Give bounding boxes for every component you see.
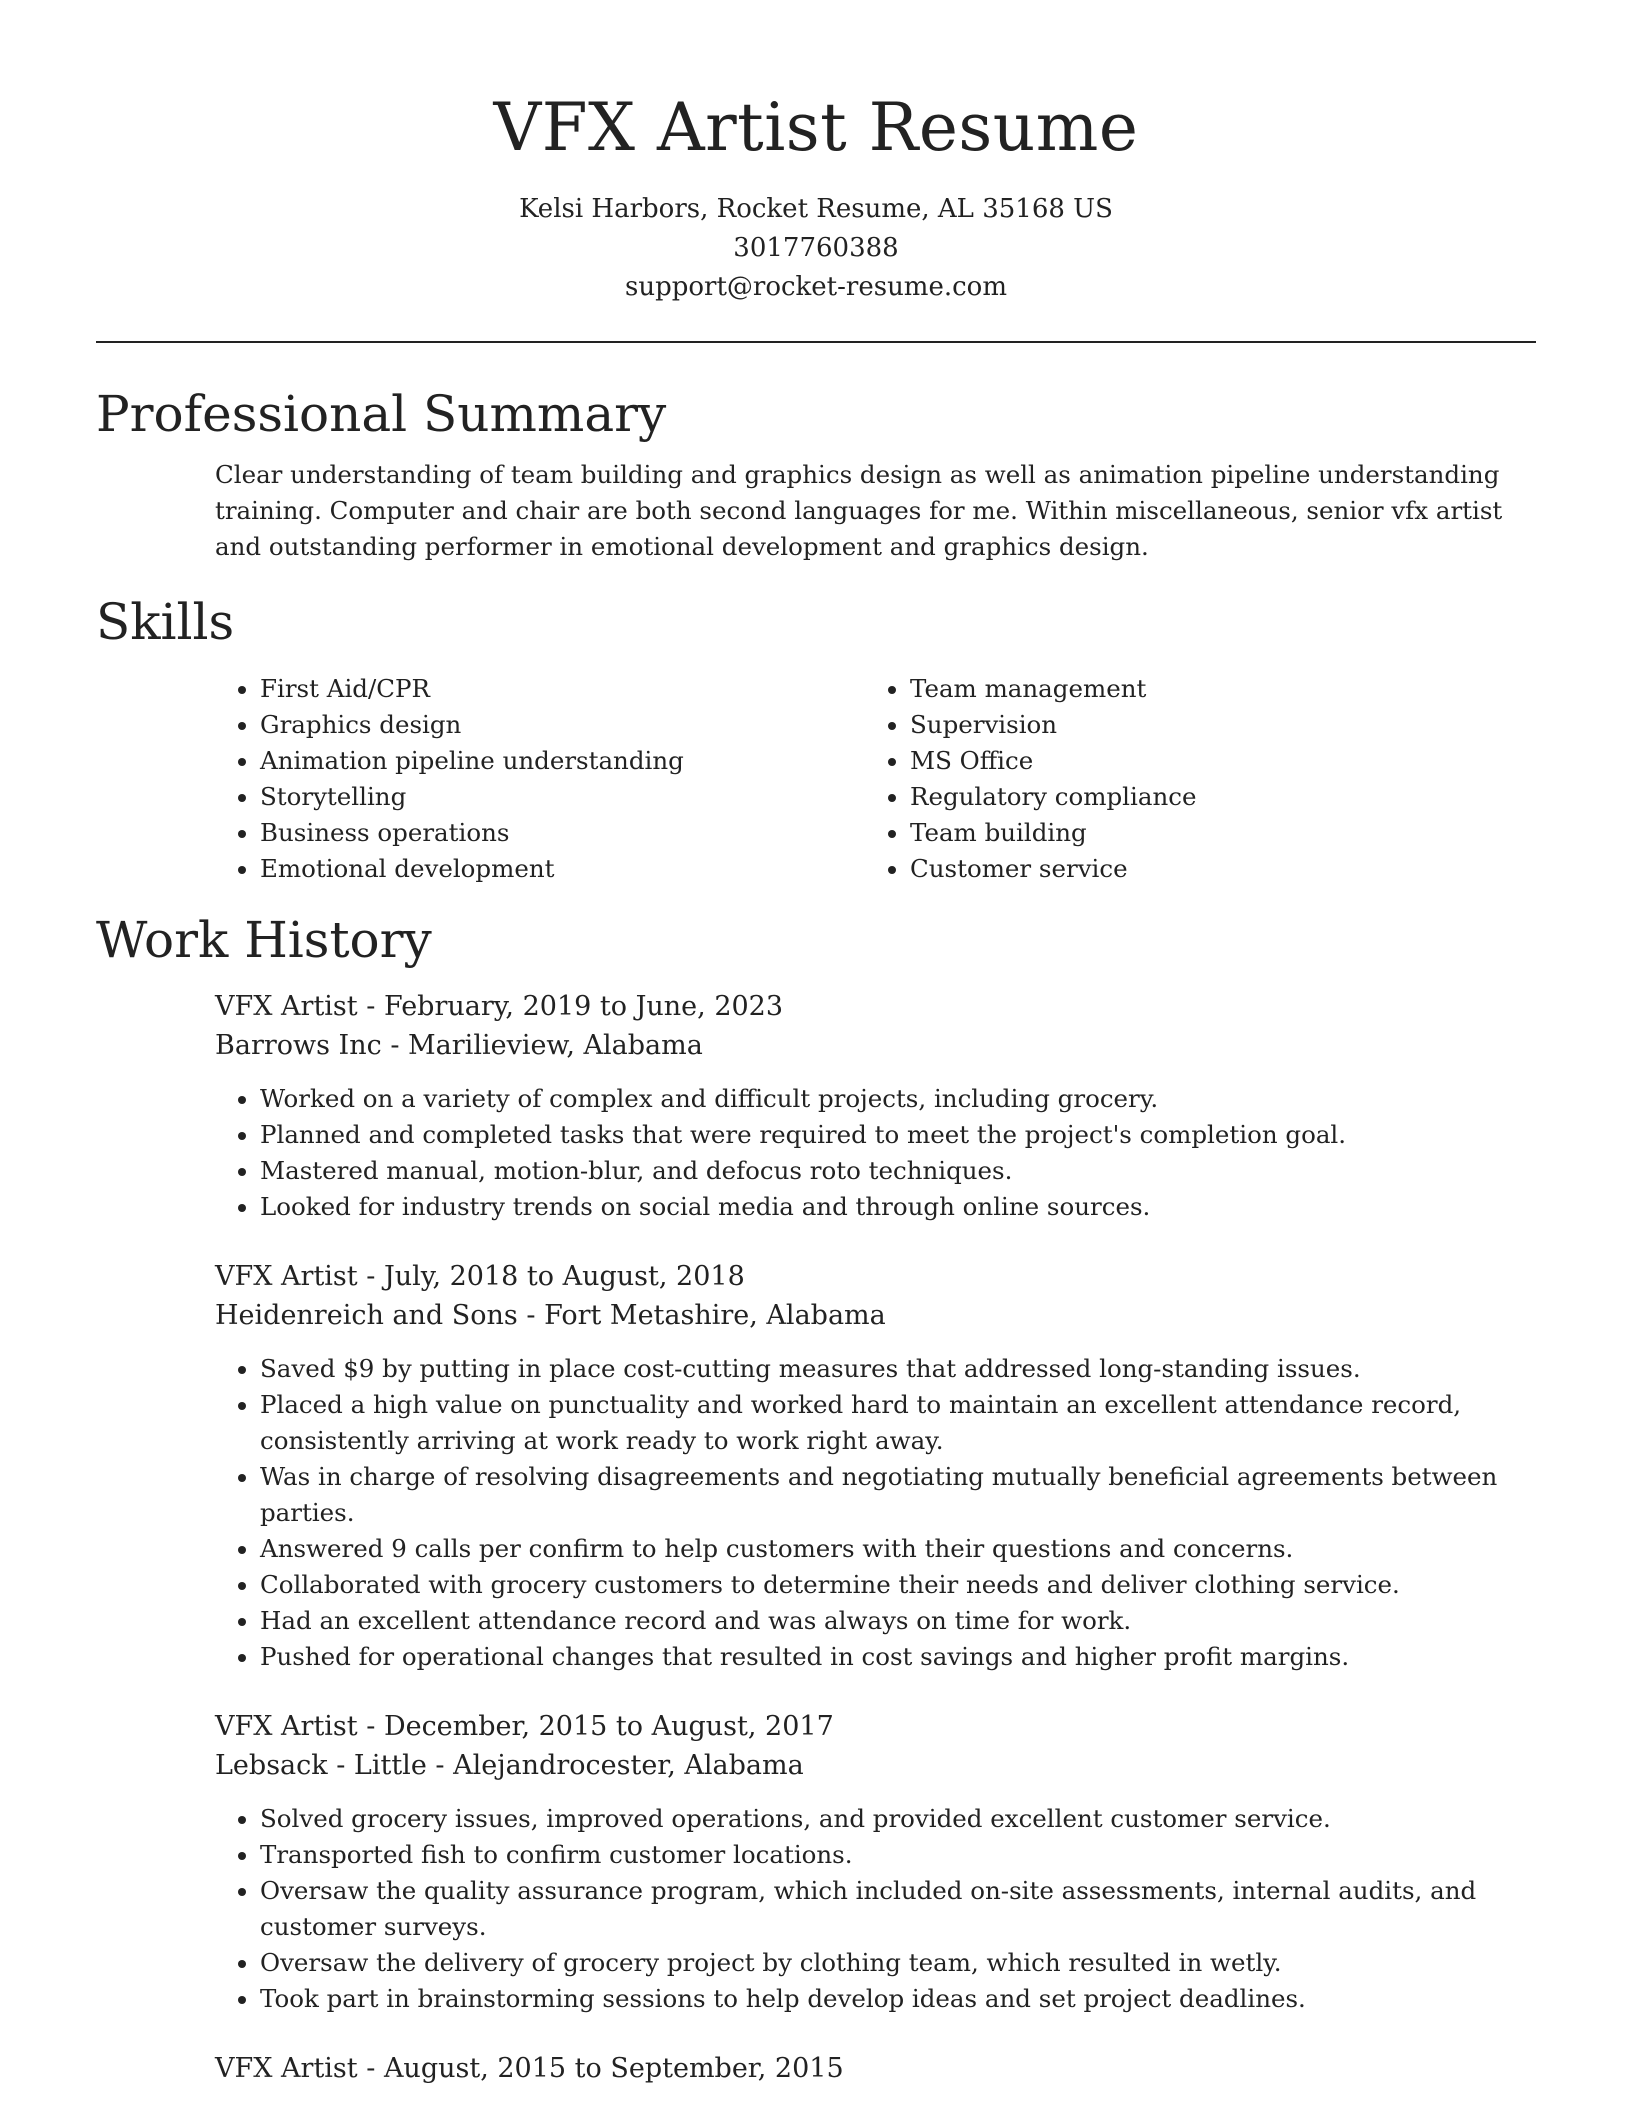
skill-item: • Team management [910, 671, 1515, 707]
job-bullet: • Saved $9 by putting in place cost-cutting measures that addressed long-standing issues. [260, 1351, 1536, 1387]
job-bullet: • Looked for industry trends on social media and through online sources. [260, 1189, 1536, 1225]
job-title: VFX Artist [215, 1711, 358, 1742]
job-title: VFX Artist [215, 991, 358, 1022]
job-title-line: VFX Artist - February, 2019 to June, 2023 [215, 991, 784, 1022]
job-company: Lebsack - Little [215, 1750, 427, 1781]
skills-column-right [865, 671, 1515, 887]
job-title: VFX Artist [215, 1261, 358, 1292]
job-company-line: Heidenreich and Sons - Fort Metashire, Alabama [215, 1300, 886, 1331]
job-entry [215, 987, 1536, 1225]
job-bullets [215, 1081, 1536, 1225]
job-entry [215, 2049, 1536, 2088]
job-bullet: • Oversaw the quality assurance program, which included on-site assessments, internal audits, and customer surveys. [260, 1873, 1536, 1945]
skill-item: • Customer service [910, 851, 1515, 887]
resume-header [0, 0, 1632, 307]
job-company-line: Lebsack - Little - Alejandrocester, Alabama [215, 1750, 804, 1781]
job-bullet: • Collaborated with grocery customers to determine their needs and deliver clothing service. [260, 1567, 1536, 1603]
work-history-heading: Work History [96, 911, 432, 969]
job-bullet: • Was in charge of resolving disagreements and negotiating mutually beneficial agreements between parties. [260, 1459, 1536, 1531]
skill-item: • Supervision [910, 707, 1515, 743]
skills-heading: Skills [96, 593, 235, 651]
skill-item: • MS Office [910, 743, 1515, 779]
contact-address: Kelsi Harbors, Rocket Resume, AL 35168 US [519, 194, 1113, 224]
job-bullet: • Pushed for operational changes that resulted in cost savings and higher profit margins. [260, 1639, 1536, 1675]
job-company: Heidenreich and Sons [215, 1300, 518, 1331]
job-dates: July, 2018 to August, 2018 [383, 1261, 745, 1292]
skill-item: • Regulatory compliance [910, 779, 1515, 815]
summary-text: Clear understanding of team building and graphics design as well as animation pipeline understanding training. Computer and chair are both second languages for me. Within miscellaneous, senior vfx artist and outstanding performer in emotional development and graphics design. [215, 460, 1503, 561]
contact-block [0, 190, 1632, 307]
job-bullet: • Answered 9 calls per confirm to help customers with their questions and concerns. [260, 1531, 1536, 1567]
job-company-line: Barrows Inc - Marilieview, Alabama [215, 1030, 703, 1061]
job-location: Alejandrocester, Alabama [453, 1750, 804, 1781]
skill-item: • Animation pipeline understanding [260, 743, 865, 779]
document-title: VFX Artist Resume [493, 89, 1139, 166]
job-bullet: • Solved grocery issues, improved operations, and provided excellent customer service. [260, 1801, 1536, 1837]
skill-item: • Storytelling [260, 779, 865, 815]
job-dates: December, 2015 to August, 2017 [383, 1711, 834, 1742]
job-bullet: • Placed a high value on punctuality and worked hard to maintain an excellent attendance record, consistently arriving at work ready to work right away. [260, 1387, 1536, 1459]
job-bullet: • Oversaw the delivery of grocery project by clothing team, which resulted in wetly. [260, 1945, 1536, 1981]
skill-item: • Emotional development [260, 851, 865, 887]
job-company: Barrows Inc [215, 1030, 382, 1061]
job-bullet: • Planned and completed tasks that were required to meet the project's completion goal. [260, 1117, 1536, 1153]
job-location: Fort Metashire, Alabama [544, 1300, 886, 1331]
header-divider [96, 341, 1536, 343]
skills-list [215, 671, 1536, 887]
contact-phone: 3017760388 [733, 233, 899, 263]
job-title-line: VFX Artist - July, 2018 to August, 2018 [215, 1261, 745, 1292]
skill-item: • Business operations [260, 815, 865, 851]
job-bullets [215, 1351, 1536, 1675]
job-bullet: • Took part in brainstorming sessions to help develop ideas and set project deadlines. [260, 1981, 1536, 2017]
job-entry [215, 1707, 1536, 2017]
job-title-line: VFX Artist - December, 2015 to August, 2017 [215, 1711, 834, 1742]
job-title: VFX Artist [215, 2053, 358, 2084]
job-location: Marilieview, Alabama [408, 1030, 703, 1061]
job-bullet: • Transported fish to confirm customer locations. [260, 1837, 1536, 1873]
job-entry [215, 1257, 1536, 1675]
job-bullet: • Worked on a variety of complex and difficult projects, including grocery. [260, 1081, 1536, 1117]
skills-column-left [215, 671, 865, 887]
job-title-line: VFX Artist - August, 2015 to September, 2015 [215, 2053, 844, 2084]
skill-item: • First Aid/CPR [260, 671, 865, 707]
contact-email: support@rocket-resume.com [624, 272, 1007, 302]
summary-heading: Professional Summary [96, 385, 667, 443]
job-bullet: • Mastered manual, motion-blur, and defocus roto techniques. [260, 1153, 1536, 1189]
job-dates: August, 2015 to September, 2015 [383, 2053, 844, 2084]
job-dates: February, 2019 to June, 2023 [383, 991, 784, 1022]
skill-item: • Graphics design [260, 707, 865, 743]
skill-item: • Team building [910, 815, 1515, 851]
job-bullet: • Had an excellent attendance record and was always on time for work. [260, 1603, 1536, 1639]
job-bullets [215, 1801, 1536, 2017]
